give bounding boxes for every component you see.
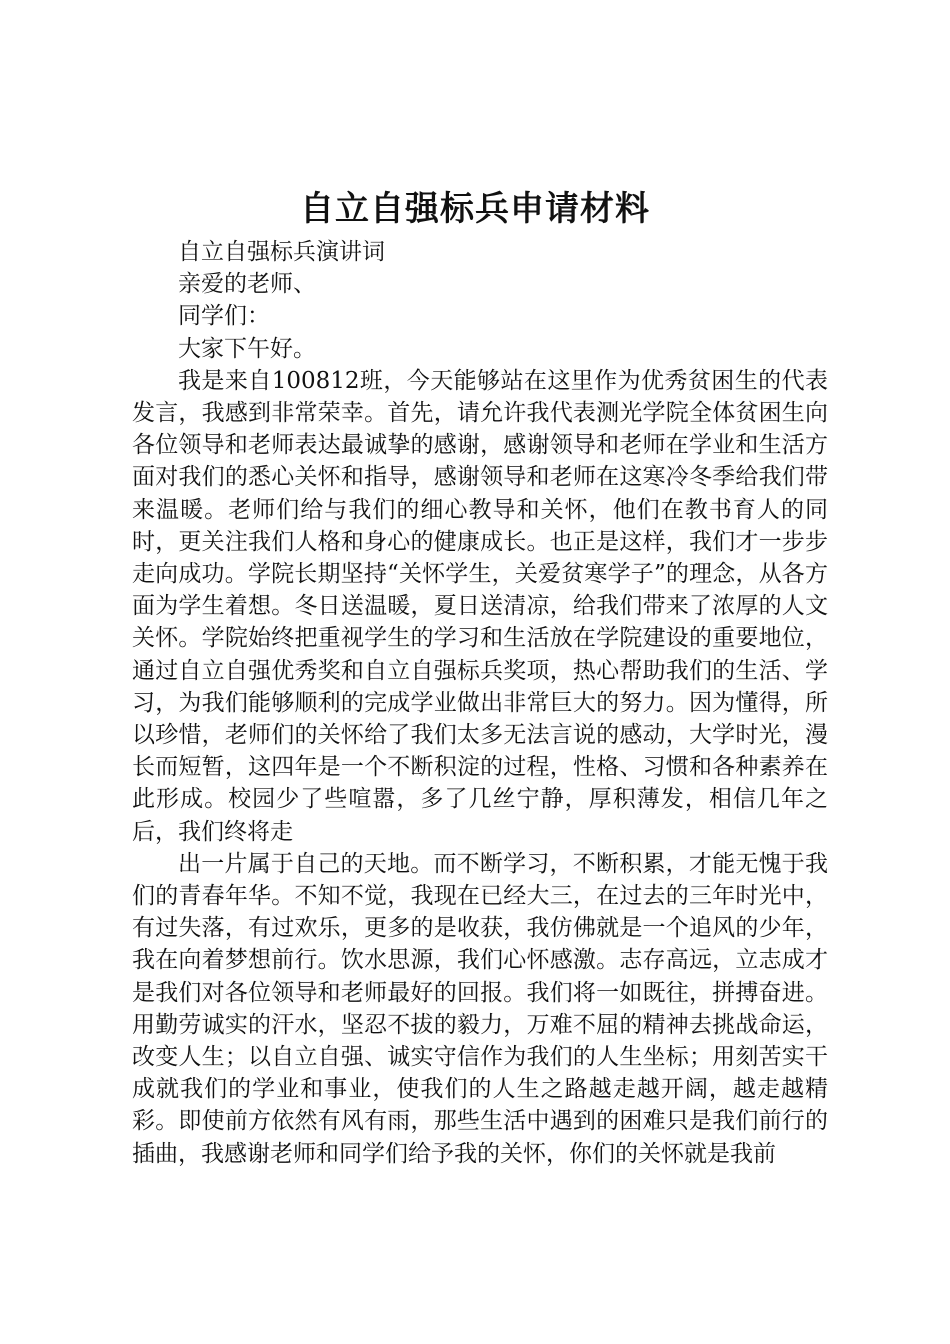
- paragraph-speech-heading: 自立自强标兵演讲词: [178, 239, 385, 265]
- paragraph-greeting: 大家下午好。: [178, 335, 316, 362]
- document-title: 自立自强标兵申请材料: [300, 189, 650, 229]
- paragraph-body-2: 出一片属于自己的天地。而不断学习，不断积累，才能无愧于我们的青春年华。不知不觉，我现在已经大三，在过去的三年时光中，有过失落，有过欢乐，更多的是收获，我仿佛就是一个追风的少年，我在向着梦想前行。饮水思源，我们心怀感激。志存高远，立志成才是我们对各位领导和老师最好的回报。我们将一如既往，拼搏奋进。用勤劳诚实的汗水，坚忍不拔的毅力，万难不屈的精神去挑战命运，改变人生；以自立自强、诚实守信作为我们的人生坐标；用刻苦实干成就我们的学业和事业，使我们的人生之路越走越开阔，越走越精彩。即使前方依然有风有雨，那些生活中遇到的困难只是我们前行的插曲，我感谢老师和同学们给予我的关怀，你们的关怀就是我前: [132, 850, 828, 1167]
- document-body: [132, 236, 828, 1170]
- paragraph-body-1: 我是来自100812班，今天能够站在这里作为优秀贫困生的代表发言，我感到非常荣幸。首先，请允许我代表测光学院全体贫困生向各位领导和老师表达最诚挚的感谢，感谢领导和老师在学业和生活方面对我们的悉心关怀和指导，感谢领导和老师在这寒冷冬季给我们带来温暖。老师们给与我们的细心教导和关怀，他们在教书育人的同时，更关注我们人格和身心的健康成长。也正是这样，我们才一步步走向成功。学院长期坚持“关怀学生，关爱贫寒学子”的理念，从各方面为学生着想。冬日送温暖，夏日送清凉，给我们带来了浓厚的人文关怀。学院始终把重视学生的学习和生活放在学院建设的重要地位，通过自立自强优秀奖和自立自强标兵奖项，热心帮助我们的生活、学习，为我们能够顺利的完成学业做出非常巨大的努力。因为懂得，所以珍惜，老师们的关怀给了我们太多无法言说的感动，大学时光，漫长而短暂，这四年是一个不断积淀的过程，性格、习惯和各种素养在此形成。校园少了些喧嚣，多了几丝宁静，厚积薄发，相信几年之后，我们终将走: [132, 367, 828, 845]
- paragraph-salutation-students: 同学们：: [178, 303, 270, 330]
- paragraph-salutation-teachers: 亲爱的老师、: [178, 271, 316, 298]
